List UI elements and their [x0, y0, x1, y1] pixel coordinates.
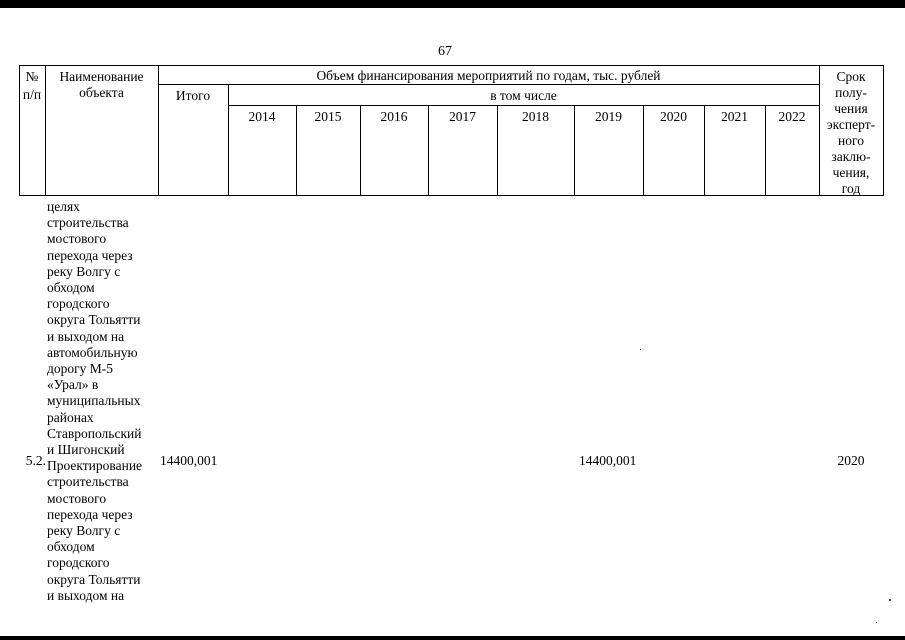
- header-deadline: эксперт-: [826, 117, 876, 132]
- header-year: 2014: [248, 109, 276, 124]
- row-number: 5.2.: [25, 453, 46, 468]
- row-deadline: 2020: [837, 453, 865, 468]
- header-deadline: заклю-: [831, 149, 871, 164]
- header-name: Наименование: [59, 69, 144, 84]
- header-year: 2019: [595, 109, 622, 124]
- header-deadline: Срок: [836, 69, 866, 84]
- header-name-sub: объекта: [79, 85, 124, 100]
- header-deadline: полу-: [835, 85, 867, 100]
- header-total: Итого: [175, 88, 211, 103]
- header-deadline: чения,: [832, 165, 870, 180]
- header-year: 2020: [660, 109, 687, 124]
- scan-border-top: [0, 0, 905, 8]
- scan-speck: [889, 599, 891, 601]
- header-deadline: год: [841, 181, 861, 196]
- header-funding: Объем финансирования мероприятий по годам, тыс. рублей: [316, 68, 661, 83]
- header-year: 2021: [721, 109, 748, 124]
- header-year: 2018: [522, 109, 549, 124]
- header-year: 2016: [380, 109, 408, 124]
- scan-speck: [640, 349, 641, 350]
- header-deadline: ного: [838, 133, 864, 148]
- row-2019-value: 14400,001: [579, 453, 637, 468]
- header-including: в том числе: [490, 88, 557, 103]
- header-number: №: [25, 69, 39, 84]
- header-deadline: чения: [834, 101, 868, 116]
- object-name-continuation: целях строительства мостового перехода через реку Волгу с обходом городского округа Тольятти и выходом на автомобильную дорогу М-5 «Урал» в муниципальных районах Ставропольский и Шигонский Проектирование строительства мостового перехода через реку Волгу с обходом городского округа Тольятти и выходом на: [47, 199, 143, 603]
- scan-speck: [876, 622, 877, 623]
- header-number-sub: п/п: [22, 87, 42, 102]
- header-year: 2022: [778, 109, 806, 124]
- scan-border-bottom: [0, 636, 905, 640]
- row-total: 14400,001: [160, 453, 218, 468]
- header-year: 2015: [314, 109, 342, 124]
- page-number: 67: [438, 44, 452, 59]
- header-year: 2017: [449, 109, 476, 124]
